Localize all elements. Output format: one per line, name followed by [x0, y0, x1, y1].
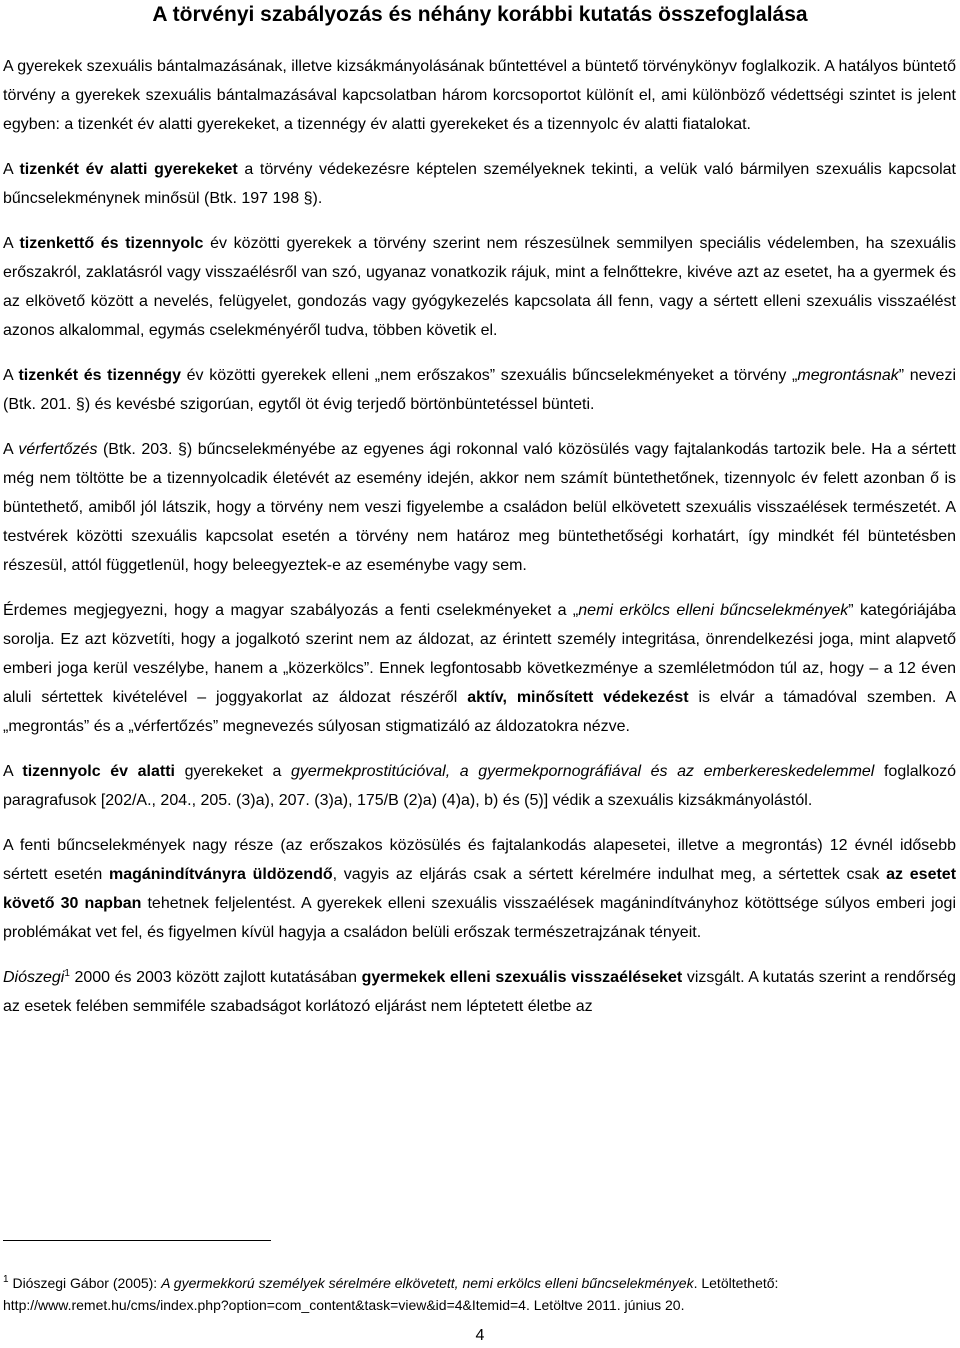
text-run: A — [3, 161, 20, 178]
document-body — [3, 52, 956, 1037]
text-run: a törvény védekezésre képtelen személyeknek tekinti, a velük való bármilyen szexuális kapcsolat bűncselekménynek minősül (Btk. 197 198 §). — [3, 161, 956, 207]
bold-term: gyermekek elleni szexuális visszaéléseket — [361, 969, 683, 986]
text-run: ” nevezi (Btk. 201. §) és kevésbé szigorúan, egytől öt évig terjedő börtönbüntetéssel bünteti. — [3, 367, 957, 413]
paragraph-twelve-eighteen — [3, 229, 956, 345]
bold-term: tizenkét év alatti gyerekeket — [19, 161, 238, 178]
italic-term: nemi erkölcs elleni bűncselekmények — [578, 602, 849, 619]
bold-term: az esetet követő 30 napban — [3, 866, 957, 912]
text-run: , vagyis az eljárás csak a sértett kérelmére indulhat meg, a sértettek csak — [332, 866, 887, 883]
footnote-number: 1 — [3, 1274, 9, 1285]
text-run: A — [3, 367, 19, 384]
text-run: Diószegi Gábor (2005): — [8, 1275, 162, 1291]
paragraph-under-twelve — [3, 155, 956, 213]
footnote-separator — [3, 1240, 271, 1241]
text-run: ” kategóriájába sorolja. Ez azt közvetíti, hogy a jogalkotó szerint nem az áldozat, az érintett személy integritása, önrendelkezési joga, mint alapvető emberi joga kerül veszélybe, hanem a „közerkölcs”. Ennek legfontosabb következménye a szemléletmódon túl az, hogy – a 12 éven aluli sértettek kivételével – joggyakorlat az áldozat részéről — [3, 602, 957, 706]
text-run: . Letöltethető: http://www.remet.hu/cms/index.php?option=com_content&task=view&id=4&Itemid=4. Letöltve 2011. június 20. — [3, 1275, 779, 1313]
text-run: tehetnek feljelentést. A gyerekek elleni szexuális visszaélések magánindítványhoz kötöttsége súlyos emberi jogi problémákat vet fel, és figyelmen kívül hagyja a családon belüli erőszak természetrajzának tényeit. — [3, 895, 957, 941]
text-run: foglalkozó paragrafusok [202/A., 204., 205. (3)a), 207. (3)a), 175/B (2)a) (4)a), b) és (5)] védik a szexuális kizsákmányolástól. — [3, 763, 957, 809]
bold-term: aktív, minősített védekezést — [467, 689, 689, 706]
italic-term: Diószegi — [3, 969, 65, 986]
text-run: év közötti gyerekek a törvény szerint nem részesülnek semmilyen speciális védelemben, ha szexuális erőszakról, zaklatásról vagy visszaélésről van szó, ugyanaz vonatkozik rájuk, mint a felnőttekre, kivéve azt az esetet, ha a gyermek és az elkövető között a nevelés, felügyelet, gondozás vagy gyógykezelés kapcsolata áll fenn, vagy a sértett elleni szexuális visszaélést azonos alkalommal, egymás cselekményéről tudva, többen követik el. — [3, 235, 957, 339]
paragraph-regulation-note — [3, 596, 956, 741]
paragraph-dioszegi — [3, 963, 956, 1021]
paragraph-incest — [3, 435, 956, 580]
text-run: (Btk. 203. §) bűncselekményébe az egyenes ági rokonnal való közösülés vagy fajtalankodás tartozik bele. Ha a sértett még nem töltötte be a tizennyolcadik életévét az esemény idején, akkor nem számít büntethetőnek, tizennyolc év felett azonban ő is büntethető, amiből jól látszik, hogy a törvény nem veszi figyelembe a családon belül elkövetett szexuális visszaélések természetét. A testvérek közötti szexuális kapcsolat esetén a törvény nem határoz meg büntethetőségi korhatárt, így mindkét fél büntetésben részesül, attól függetlenül, hogy beleegyeztek-e az eseménybe vagy sem. — [3, 441, 957, 574]
text-run: vizsgált. A kutatás szerint a rendőrség az esetek felében semmiféle szabadságot korlátozó eljárást nem léptetett életbe az — [3, 969, 957, 1015]
text-run: gyerekeket a — [175, 763, 291, 780]
text-run: A fenti bűncselekmények nagy része (az erőszakos közösülés és fajtalankodás alapesetei, illetve a megrontás) 12 évnél idősebb sértett esetén — [3, 837, 956, 883]
italic-term: vérfertőzés — [18, 441, 98, 458]
text-run: 2000 és 2003 között zajlott kutatásában — [69, 969, 362, 986]
footnote-reference: 1 — [64, 968, 70, 979]
text-run: A — [3, 441, 19, 458]
footnote — [3, 1272, 956, 1316]
paragraph-under-eighteen — [3, 757, 956, 815]
italic-term: A gyermekkorú személyek sérelmére elkövetett, nemi erkölcs elleni bűncselekmények — [161, 1275, 694, 1291]
page-title: A törvényi szabályozás és néhány korábbi kutatás összefoglalása — [152, 3, 808, 26]
bold-term: tizennyolc év alatti — [22, 763, 175, 780]
bold-term: tizenkettő és tizennyolc — [19, 235, 204, 252]
text-run: év közötti gyerekek elleni „nem erőszakos” szexuális bűncselekményeket a törvény „ — [180, 367, 798, 384]
page-number: 4 — [475, 1327, 485, 1344]
paragraph-intro: A gyerekek szexuális bántalmazásának, illetve kizsákmányolásának bűntettével a büntető törvénykönyv foglalkozik. A hatályos büntető törvény a gyerekek szexuális bántalmazásával kapcsolatban három korcsoportot különít el, ami különböző védettségi szintet is jelent egyben: a tizenkét év alatti gyerekeket, a tizennégy év alatti gyerekeket és a tizennyolc év alatti fiatalokat. — [3, 58, 956, 133]
bold-term: magánindítványra üldözendő — [108, 866, 333, 883]
italic-term: gyermekprostitúcióval, a gyermekpornográfiával és az emberkereskedelemmel — [290, 763, 875, 780]
bold-term: tizenkét és tizennégy — [18, 367, 181, 384]
paragraph-private-motion — [3, 831, 956, 947]
text-run: is elvár a támadóval szemben. A „megrontás” és a „vérfertőzés” megnevezés súlyosan stigmatizáló az áldozatokra nézve. — [3, 689, 957, 735]
text-run: A — [3, 235, 20, 252]
italic-term: megrontásnak — [797, 367, 899, 384]
text-run: Érdemes megjegyezni, hogy a magyar szabályozás a fenti cselekményeket a „ — [3, 602, 579, 619]
text-run: A — [3, 763, 23, 780]
paragraph-twelve-fourteen — [3, 361, 956, 419]
